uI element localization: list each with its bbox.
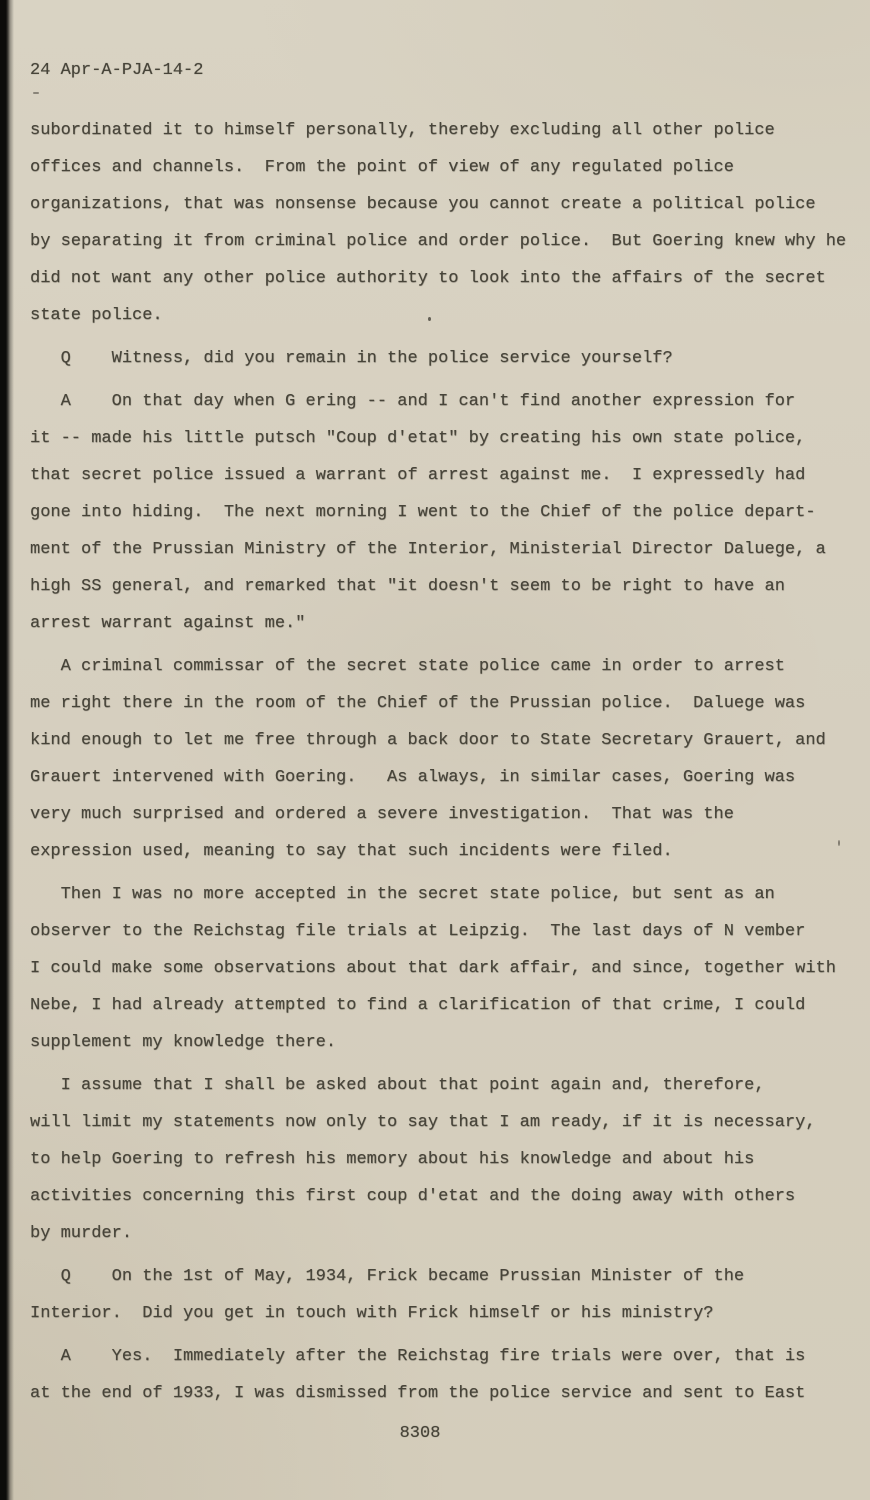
- text-line: Then I was no more accepted in the secret state police, but sent as an: [30, 885, 775, 904]
- ink-speck: [33, 92, 39, 94]
- document-header-id: 24 Apr-A-PJA-14-2: [30, 61, 204, 80]
- paragraph-text: [30, 1067, 854, 1252]
- paragraph-answer: [30, 1338, 854, 1412]
- page-number: 8308: [399, 1424, 441, 1443]
- text-line: did not want any other police authority to look into the affairs of the secret: [30, 269, 826, 288]
- text-line: me right there in the room of the Chief of the Prussian police. Daluege was: [30, 694, 806, 713]
- text-line: high SS general, and remarked that "it doesn't seem to be right to have an: [30, 577, 785, 596]
- text-line: I assume that I shall be asked about that point again and, therefore,: [30, 1076, 765, 1095]
- paragraph-text: [30, 648, 854, 870]
- text-line: gone into hiding. The next morning I went to the Chief of the police depart-: [30, 503, 816, 522]
- text-line: activities concerning this first coup d'etat and the doing away with others: [30, 1187, 796, 1206]
- scan-left-edge: [0, 0, 14, 1500]
- text-line: kind enough to let me free through a back door to State Secretary Grauert, and: [30, 731, 826, 750]
- paragraph-question: [30, 1258, 854, 1332]
- text-line: expression used, meaning to say that such incidents were filed.: [30, 842, 673, 861]
- text-line: organizations, that was nonsense because you cannot create a political police: [30, 195, 816, 214]
- text-line: A On that day when G ering -- and I can't find another expression for: [30, 392, 796, 411]
- paragraph-question: [30, 340, 854, 377]
- paragraph-answer: [30, 383, 854, 642]
- text-line: Nebe, I had already attempted to find a clarification of that crime, I could: [30, 996, 806, 1015]
- text-line: A Yes. Immediately after the Reichstag fire trials were over, that is: [30, 1347, 806, 1366]
- text-line: by murder.: [30, 1224, 133, 1243]
- paragraph-text: [30, 876, 854, 1061]
- paragraph-text: [30, 112, 854, 334]
- text-line: observer to the Reichstag file trials at Leipzig. The last days of N vember: [30, 922, 806, 941]
- text-line: to help Goering to refresh his memory about his knowledge and about his: [30, 1150, 755, 1169]
- text-line: it -- made his little putsch "Coup d'etat" by creating his own state police,: [30, 429, 806, 448]
- document-body: [30, 112, 854, 1412]
- text-line: Q On the 1st of May, 1934, Frick became Prussian Minister of the: [30, 1267, 745, 1286]
- text-line: subordinated it to himself personally, thereby excluding all other police: [30, 121, 775, 140]
- text-line: A criminal commissar of the secret state police came in order to arrest: [30, 657, 785, 676]
- text-line: Grauert intervened with Goering. As always, in similar cases, Goering was: [30, 768, 796, 787]
- text-line: that secret police issued a warrant of arrest against me. I expressedly had: [30, 466, 806, 485]
- text-line: arrest warrant against me.": [30, 614, 306, 633]
- text-line: very much surprised and ordered a severe investigation. That was the: [30, 805, 734, 824]
- text-line: state police.: [30, 306, 163, 325]
- text-line: will limit my statements now only to say that I am ready, if it is necessary,: [30, 1113, 816, 1132]
- text-line: Q Witness, did you remain in the police service yourself?: [30, 349, 673, 368]
- text-line: I could make some observations about that dark affair, and since, together with: [30, 959, 836, 978]
- text-line: by separating it from criminal police and order police. But Goering knew why he: [30, 232, 847, 251]
- text-line: Interior. Did you get in touch with Frick himself or his ministry?: [30, 1304, 714, 1323]
- text-line: at the end of 1933, I was dismissed from the police service and sent to East: [30, 1384, 806, 1403]
- text-line: supplement my knowledge there.: [30, 1033, 337, 1052]
- text-line: offices and channels. From the point of view of any regulated police: [30, 158, 734, 177]
- text-line: ment of the Prussian Ministry of the Interior, Ministerial Director Daluege, a: [30, 540, 826, 559]
